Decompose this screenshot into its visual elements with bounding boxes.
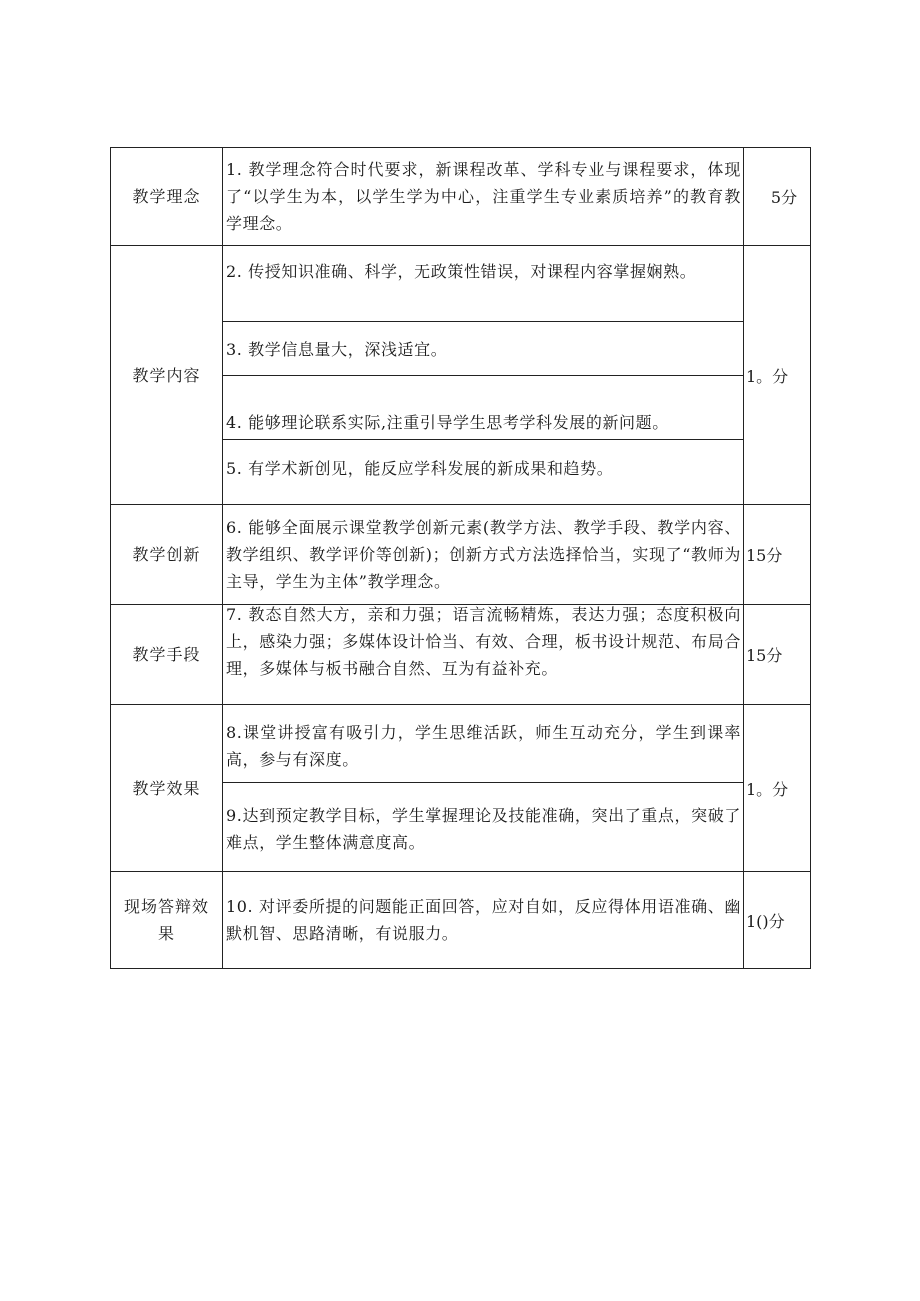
- table-row: [111, 245, 810, 504]
- criterion-text: 1. 教学理念符合时代要求，新课程改革、学科专业与课程要求，体现了“以学生为本，以学生学为中心，注重学生专业素质培养”的教育教学理念。: [226, 160, 741, 233]
- table-row: [111, 871, 810, 968]
- score-cell: 1()分: [743, 872, 810, 968]
- criterion-text: 5. 有学术新创见，能反应学科发展的新成果和趋势。: [223, 439, 743, 505]
- table-row: [111, 704, 810, 871]
- table-row: [111, 148, 810, 245]
- category-cell: 现场答辩效果: [111, 872, 223, 968]
- criteria-cell: [223, 705, 743, 871]
- criterion-text: 2. 传授知识准确、科学，无政策性错误，对课程内容掌握娴熟。: [223, 246, 743, 322]
- criteria-cell: [223, 148, 743, 245]
- criterion-text: 6. 能够全面展示课堂教学创新元素(教学方法、教学手段、教学内容、教学组织、教学评价等创新)；创新方式方法选择恰当，实现了“教师为主导，学生为主体”教学理念。: [226, 518, 741, 591]
- criteria-cell: [223, 605, 743, 704]
- criterion-text: 9.达到预定教学目标，学生掌握理论及技能准确，突出了重点，突破了难点，学生整体满意度高。: [226, 806, 741, 852]
- criterion-text: 3. 教学信息量大，深浅适宜。: [223, 322, 743, 376]
- category-cell: 教学内容: [111, 246, 223, 504]
- score-cell: 5分: [743, 148, 810, 245]
- evaluation-table: [110, 147, 811, 969]
- score-cell: 15分: [743, 505, 810, 604]
- score-cell: 15分: [743, 605, 810, 704]
- criterion-text: 10. 对评委所提的问题能正面回答，应对自如，反应得体用语准确、幽默机智、思路清晰，有说服力。: [226, 897, 741, 943]
- criterion-text: 8.课堂讲授富有吸引力，学生思维活跃，师生互动充分，学生到课率高，参与有深度。: [223, 705, 743, 783]
- table-row: [111, 504, 810, 604]
- table-row: [111, 604, 810, 704]
- score-cell: 1。分: [743, 705, 810, 871]
- criteria-cell: [223, 246, 743, 504]
- criteria-cell: [223, 505, 743, 604]
- category-cell: 教学手段: [111, 605, 223, 704]
- criteria-cell: [223, 872, 743, 968]
- category-cell: 教学效果: [111, 705, 223, 871]
- category-cell: 教学创新: [111, 505, 223, 604]
- criterion-text: 7. 教态自然大方，亲和力强；语言流畅精炼，表达力强；态度积极向上，感染力强；多媒体设计恰当、有效、合理，板书设计规范、布局合理，多媒体与板书融合自然、互为有益补充。: [226, 605, 741, 678]
- category-cell: 教学理念: [111, 148, 223, 245]
- criterion-text: 4. 能够理论联系实际,注重引导学生思考学科发展的新问题。: [226, 413, 669, 432]
- score-cell: 1。分: [743, 246, 810, 504]
